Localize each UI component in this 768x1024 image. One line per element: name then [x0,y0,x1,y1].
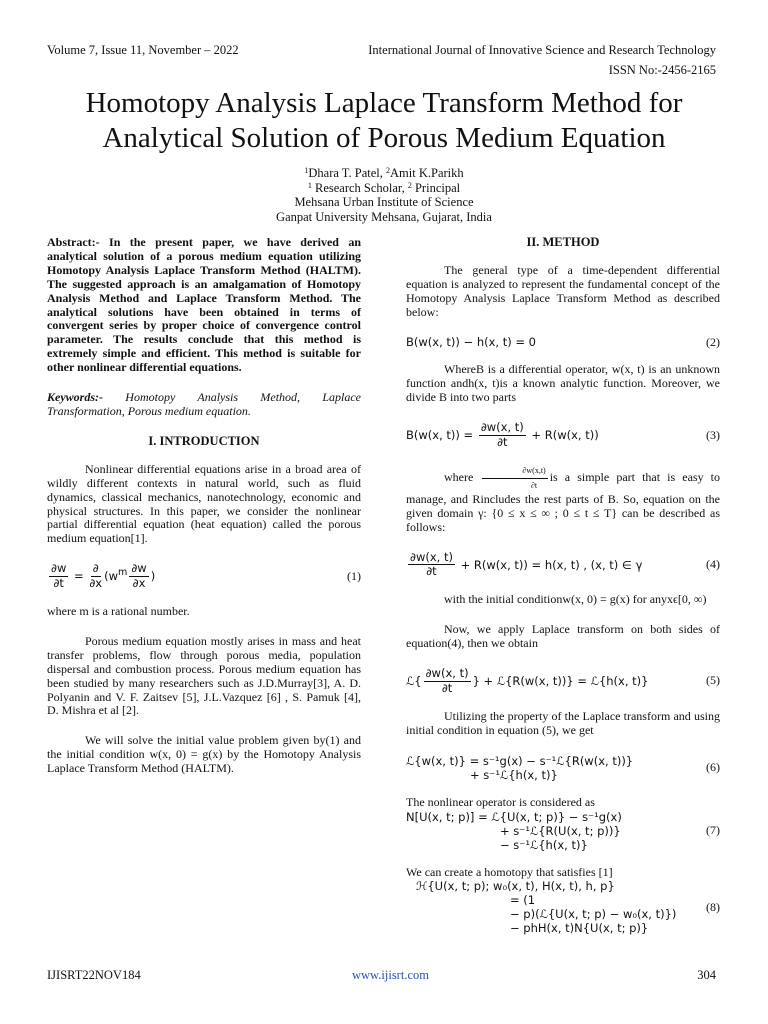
intro-paragraph-2: where m is a rational number. [47,604,190,619]
left-column [47,236,361,792]
author-block [150,166,618,224]
mp3-frac-bot: ∂t [530,480,538,490]
intro-paragraph-4: We will solve the initial value problem given by(1) and the initial condition w(x, 0) = g(x) by the Homotopy Analysis Laplace Transform Method (HALTM). [47,733,361,776]
eq8-line-3: − p)(ℒ{U(x, t; p) − w₀(x, t)}) [510,907,677,922]
equation-7 [406,810,720,852]
eq8-line-4: − phH(x, t)N{U(x, t; p)} [510,921,649,936]
eq5-frac-top: ∂w(x, t) [425,666,469,681]
author-sup-2: 2 [386,166,391,175]
eq4-frac-bot: ∂t [426,564,437,579]
method-paragraph-6: Utilizing the property of the Laplace transform and using initial condition in equation (5), we get [406,708,720,737]
method-paragraph-8: We can create a homotopy that satisfies [1] [406,864,613,879]
method-paragraph-2: WhereB is a differential operator, w(x, t) is an unknown function andh(x, t)is a known analytic function. Moreover, we divide B into two parts [406,362,720,405]
eq1-sup: m [117,567,128,579]
eq5-lhs: ℒ{ [406,673,422,688]
mp3-frac-top: ∂w(x,t) [482,464,547,479]
mp3-a: where [444,470,481,485]
affiliation-1: Mehsana Urban Institute of Science [294,195,474,209]
eq8-line-2: = (1 [510,893,536,908]
equation-7-number: (7) [706,822,720,837]
eq4-frac-top: ∂w(x, t) [410,549,453,564]
eq1-lhs-num: ∂w [51,561,67,576]
intro-heading: I. INTRODUCTION [148,433,260,448]
equation-4 [406,551,720,580]
role-2: Principal [411,180,461,195]
equation-2 [406,336,720,350]
equation-3 [406,421,720,450]
equation-8 [406,879,720,935]
affiliation-2: Ganpat University Mehsana, Gujarat, India [276,209,492,224]
eq4-rhs: + R(w(x, t)) = h(x, t) , (x, t) ∈ γ [456,557,643,572]
paper-title [40,86,728,156]
intro-paragraph-1: Nonlinear differential equations arise in a broad area of wildly different contexts in natural world, such as fluid dynamics, classical mechanics, nanotechnology, economic and physical structures. In this paper, we consider the nonlinear partial differential equation (heat equation) called the porous medium equation[1]. [47,461,361,546]
equation-5 [406,667,720,696]
title-line-1: Homotopy Analysis Laplace Transform Method for [85,87,683,119]
eq5-rhs: } + ℒ{R(w(x, t))} = ℒ{h(x, t)} [472,673,649,688]
role-1: Research Scholar, [311,180,408,195]
keywords [47,391,361,419]
eq1-lhs-den: ∂t [53,576,64,591]
equation-4-number: (4) [706,556,720,571]
keywords-text: Homotopy Analysis Method, Laplace Transformation, Porous medium equation. [47,390,361,418]
equation-3-number: (3) [706,427,720,442]
eq3-lhs: B(w(x, t)) = [406,428,477,443]
eq7-line-2: + s⁻¹ℒ{R(U(x, t; p))} [500,823,621,838]
eq1-close: ) [150,569,156,584]
author-1: Dhara T. Patel, [308,166,387,180]
equation-1-number: (1) [347,568,361,583]
footer-page-number: 304 [697,968,716,982]
eq1-in-den: ∂x [132,576,146,591]
equation-2-number: (2) [706,334,720,349]
footer-article-id: IJISRT22NOV184 [47,968,141,982]
method-paragraph-3 [406,464,720,535]
eq5-frac-bot: ∂t [441,680,453,695]
journal-name: International Journal of Innovative Science and Research Technology [368,43,716,57]
eq1-op-num: ∂ [92,561,99,576]
equation-8-number: (8) [706,899,720,914]
method-paragraph-5: Now, we apply Laplace transform on both sides of equation(4), then we obtain [406,622,720,651]
issn: ISSN No:-2456-2165 [608,63,716,77]
eq3-rhs: + R(w(x, t)) [527,428,599,443]
eq1-in-num: ∂w [131,561,147,576]
title-line-2: Analytical Solution of Porous Medium Equation [102,122,666,154]
equation-2-math: B(w(x, t)) − h(x, t) = 0 [406,334,536,349]
journal-volume: Volume 7, Issue 11, November – 2022 [47,43,239,57]
author-2: Amit K.Parikh [390,166,464,180]
author-names [150,166,618,181]
right-column [406,236,720,949]
method-heading: II. METHOD [526,235,600,249]
eq7-line-1: N[U(x, t; p)] = ℒ{U(x, t; p)} − s⁻¹g(x) [406,809,622,824]
equation-5-math [406,667,648,696]
role-sup-1: 1 [307,180,312,190]
eq8-line-1: ℋ{U(x, t; p); w₀(x, t), H(x, t), h, p} [416,879,615,894]
intro-paragraph-3: Porous medium equation mostly arises in mass and heat transfer problems, flow through porous media, population dispersal and combustion process. Porous medium equation has been studied by many researchers such as J.D.Murray[3], A. D. Polyanin and V. F. Zaitsev [5], J.L.Vazquez [6] , S. Pamuk [4], D. Mishra et al [2]. [47,633,361,718]
equation-3-math [406,421,599,450]
equation-1-math [47,562,155,591]
equation-5-number: (5) [706,673,720,688]
eq3-frac-bot: ∂t [497,435,508,450]
keywords-label: Keywords:- [47,390,103,405]
equation-4-math [406,551,642,580]
method-paragraph-1: The general type of a time-dependent differential equation is analyzed to represent the fundamental concept of the Homotopy Analysis Laplace Transform Method as described below: [406,262,720,319]
eq3-frac-top: ∂w(x, t) [480,420,524,435]
mp3-b: is a simple part that is easy to manage, and Rincludes the rest parts of B. So, equation on the given domain γ: {0 ≤ x ≤ ∞ ; 0 ≤ t ≤ T} can be described as follows: [406,470,720,534]
equation-6-number: (6) [706,759,720,774]
eq1-equals: = [70,569,88,584]
method-paragraph-7: The nonlinear operator is considered as [406,794,595,809]
author-roles [150,181,618,196]
eq1-op-den: ∂x [89,576,103,591]
role-sup-2: 2 [407,180,412,190]
author-sup-1: 1 [304,166,309,175]
method-paragraph-4: with the initial conditionw(x, 0) = g(x) for anyxϵ[0, ∞) [444,592,707,607]
abstract: Abstract:- In the present paper, we have derived an analytical solution of a porous medium equation utilizing Homotopy Analysis Laplace Transform Method (HALTM). The suggested approach is an amalgamation of Homotopy Analysis Method and Laplace Transform Method. The analytical solutions have been obtained in terms of convergent series by proper choice of convergence control parameter. The results conclude that this method is extremely simple and efficient. This method is suitable for other nonlinear differential equations. [47,235,361,375]
eq6-line-2: + s⁻¹ℒ{h(x, t)} [470,767,558,782]
equation-6 [406,754,720,782]
eq7-line-3: − s⁻¹ℒ{h(x, t)} [500,837,588,852]
eq1-open: (w [104,569,118,584]
equation-1 [47,562,361,591]
eq6-line-1: ℒ{w(x, t)} = s⁻¹g(x) − s⁻¹ℒ{R(w(x, t))} [406,753,634,768]
footer-website-link[interactable]: www.ijisrt.com [352,968,429,982]
